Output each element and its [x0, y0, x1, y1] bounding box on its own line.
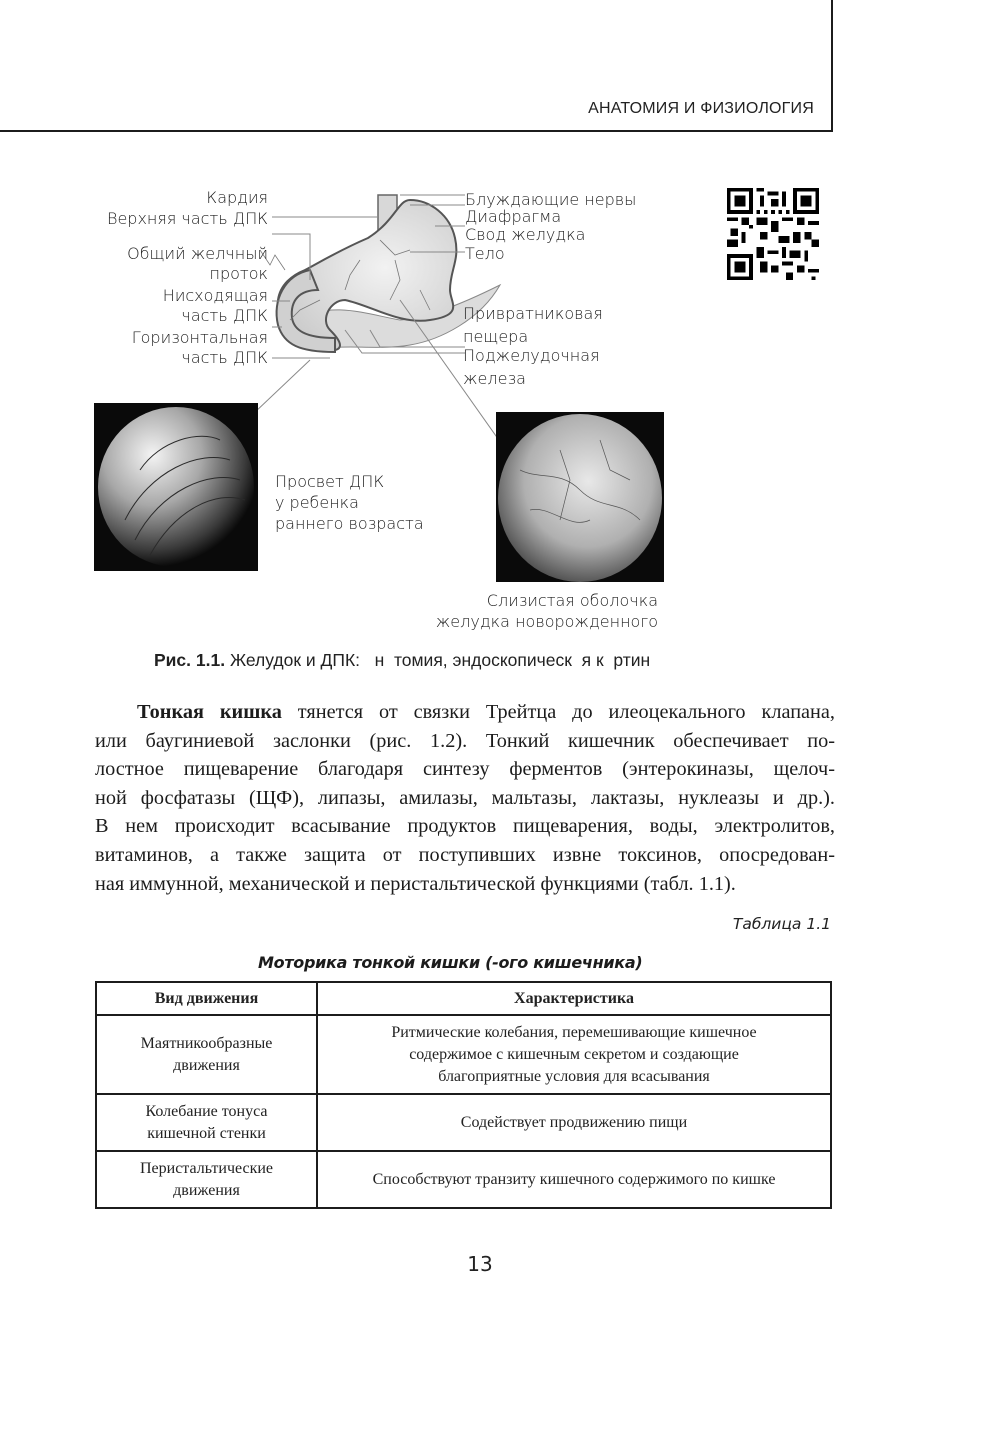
label-vagus: Блуждающие нервы — [465, 190, 637, 209]
photo-caption-stomach-line2: желудка новорожденного — [435, 612, 658, 631]
photo-caption-stomach-line1: Слизистая оболочка — [486, 591, 658, 610]
label-kardia: Кардия — [206, 188, 268, 207]
endoscopy-photo-duodenum — [98, 407, 254, 567]
photo-caption-duodenum-line2: у ребенка — [275, 493, 359, 512]
qr-code-icon[interactable] — [727, 188, 819, 280]
table-cell-desc — [317, 1094, 831, 1151]
paragraph-line — [95, 698, 835, 727]
photo-caption-duodenum-line1: Просвет ДПК — [275, 472, 385, 491]
cell-line: Маятникообразные — [140, 1034, 273, 1052]
endoscopy-photo-stomach — [498, 414, 662, 582]
table-row — [96, 1151, 831, 1208]
table-header-row — [96, 982, 831, 1015]
label-pancreas-line1: Поджелудочная — [463, 346, 600, 365]
label-upper-dpk: Верхняя часть ДПК — [106, 209, 268, 228]
cell-line: Содействует продвижению пищи — [460, 1113, 688, 1131]
paragraph-line: или баугиниевой заслонки (рис. 1.2). Тонкий кишечник обеспечивает по- — [95, 729, 835, 752]
cell-line: Колебание тонуса — [145, 1102, 268, 1120]
cell-line: Перистальтические — [139, 1159, 274, 1177]
paragraph-line: ная иммунной, механической и перистальтической функциями (табл. 1.1). — [95, 872, 736, 895]
label-diaphragm: Диафрагма — [465, 207, 562, 226]
label-descending-dpk-line2: часть ДПК — [181, 306, 268, 325]
table-row — [96, 1094, 831, 1151]
page-number: 13 — [467, 1252, 493, 1276]
table-cell-type — [96, 1094, 317, 1151]
label-body: Тело — [465, 244, 505, 263]
figure-caption-text: Желудок и ДПК: н томия, эндоскопическ я к ртин — [225, 650, 651, 670]
body-paragraph — [95, 698, 835, 898]
cell-line: движения — [173, 1056, 240, 1074]
table-row — [96, 1015, 831, 1094]
photo-caption-duodenum — [275, 471, 424, 534]
table-cell-type — [96, 1151, 317, 1208]
label-horizontal-dpk — [132, 328, 268, 368]
label-descending-dpk — [163, 286, 268, 326]
cell-line: кишечной стенки — [147, 1124, 266, 1142]
table-number: Таблица 1.1 — [732, 915, 831, 933]
label-pancreas-line2: железа — [463, 369, 526, 388]
cell-line: Ритмические колебания, перемешивающие кишечное — [391, 1023, 757, 1041]
photo-caption-stomach — [436, 590, 658, 632]
cell-line: движения — [173, 1181, 240, 1199]
cell-line: содержимое с кишечным секретом и создающие — [409, 1045, 739, 1063]
figure-caption-number: Рис. 1.1. — [154, 650, 226, 670]
figure-caption — [154, 650, 650, 671]
label-antrum — [463, 302, 603, 348]
table-cell-desc — [317, 1015, 831, 1094]
label-antrum-line1: Привратниковая — [463, 304, 603, 323]
label-bile-duct-line1: Общий желчный — [127, 244, 268, 263]
label-bile-duct — [127, 244, 268, 284]
label-horizontal-dpk-line2: часть ДПК — [181, 348, 268, 367]
motility-table — [95, 981, 832, 1209]
table-header-type: Вид движения — [96, 982, 317, 1015]
paragraph-bold-lead: Тонкая кишка — [137, 701, 282, 723]
table-title: Моторика тонкой кишки (-ого кишечника) — [258, 953, 643, 972]
label-fundus: Свод желудка — [465, 225, 586, 244]
photo-caption-duodenum-line3: раннего возраста — [275, 514, 424, 533]
table-cell-type — [96, 1015, 317, 1094]
label-horizontal-dpk-line1: Горизонтальная — [131, 328, 268, 347]
paragraph-line-text: тянется от связки Трейтца до илеоцекального клапана, — [281, 701, 835, 723]
paragraph-line: В нем происходит всасывание продуктов пищеварения, воды, электролитов, — [95, 815, 835, 838]
paragraph-line: лостное пищеварение благодаря синтезу ферментов (энтерокиназы, щелоч- — [95, 758, 835, 781]
figure-stomach-anatomy — [0, 0, 986, 640]
cell-line: Способствуют транзиту кишечного содержимого по кишке — [372, 1170, 776, 1188]
paragraph-line: ной фосфатазы (ЩФ), липазы, амилазы, мальтазы, лактазы, нуклеазы и др.). — [95, 786, 835, 809]
paragraph-line: витаминов, а также защита от поступивших извне токсинов, опосредован- — [95, 843, 835, 866]
cell-line: благоприятные условия для всасывания — [438, 1067, 710, 1085]
running-head: АНАТОМИЯ И ФИЗИОЛОГИЯ — [588, 100, 814, 117]
label-pancreas — [463, 344, 600, 390]
label-antrum-line2: пещера — [463, 327, 529, 346]
label-bile-duct-line2: проток — [209, 264, 268, 283]
label-descending-dpk-line1: Нисходящая — [162, 286, 268, 305]
table-header-characteristic: Характеристика — [317, 982, 831, 1015]
table-cell-desc — [317, 1151, 831, 1208]
